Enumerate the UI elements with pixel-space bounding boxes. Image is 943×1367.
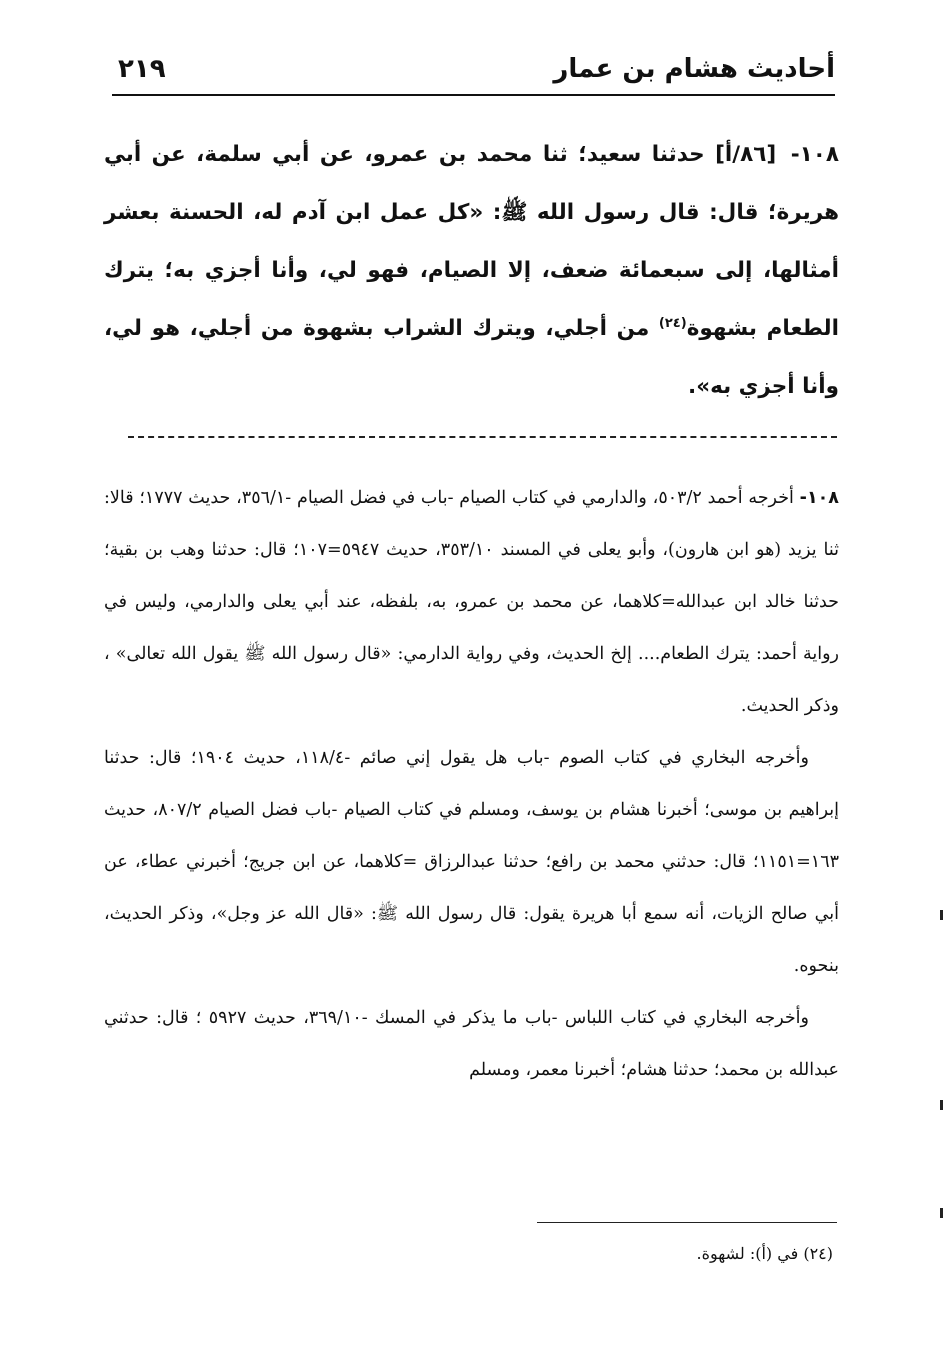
hadith-body-part1: [٨٦/أ] حدثنا سعيد؛ ثنا محمد بن عمرو، عن أبي سلمة، عن أبي هريرة؛ قال: قال رسول الله ﷺ: «كل عمل ابن آدم له، الحسنة بعشر أمثالها، إلى سبعمائة ضعف، إلا الصيام، فهو لي، وأنا أجزي به؛ يترك الطعام بشهوة <box>104 142 840 341</box>
takhrij-section <box>104 472 839 1096</box>
footnote: (٢٤) في (أ): لشهوة. <box>696 1244 833 1263</box>
dashed-separator <box>128 436 837 438</box>
takhrij-number: ١٠٨- <box>799 488 839 508</box>
takhrij-paragraph-1: أخرجه أحمد ٥٠٣/٢، والدارمي في كتاب الصيام -باب في فضل الصيام -٣٥٦/١، حديث ١٧٧٧؛ قالا: ثنا يزيد (هو ابن هارون)، وأبو يعلى في المسند ٣٥٣/١٠، حديث ٥٩٤٧=١٠٧؛ قال: حدثنا وهب بن بقية؛ حدثنا خالد ابن عبدالله=كلاهما، عن محمد بن عمرو، به، بلفظه، عند أبي يعلى والدارمي، وليس في رواية أحمد: يترك الطعام.... إلخ الحديث، وفي رواية الدارمي: «قال رسول الله ﷺ يقول الله تعالى» ، وذكر الحديث. <box>104 488 839 716</box>
book-title: أحاديث هشام بن عمار <box>553 54 835 84</box>
takhrij-paragraph-3: وأخرجه البخاري في كتاب اللباس -باب ما يذكر في المسك -٣٦٩/١٠، حديث ٥٩٢٧ ؛ قال: حدثني عبدالله بن محمد؛ حدثنا هشام؛ أخبرنا معمر، ومسلم <box>104 1008 839 1080</box>
takhrij-paragraph <box>104 472 839 732</box>
hadith-body-part2: من أجلي، ويترك الشراب بشهوة من أجلي، هو لي، وأنا أجزي به». <box>104 316 839 399</box>
hadith-number: ١٠٨- <box>790 142 839 167</box>
running-header <box>112 50 835 96</box>
footnote-reference: (٢٤) <box>658 315 687 331</box>
hadith-text <box>104 126 839 416</box>
takhrij-paragraph-2: وأخرجه البخاري في كتاب الصوم -باب هل يقول إني صائم -١١٨/٤، حديث ١٩٠٤؛ قال: حدثنا إبراهيم بن موسى؛ أخبرنا هشام بن يوسف، ومسلم في كتاب الصيام -باب فضل الصيام ٨٠٧/٢، حديث ١٦٣=١١٥١؛ قال: حدثني محمد بن رافع؛ حدثنا عبدالرزاق =كلاهما، عن ابن جريج؛ أخبرني عطاء، عن أبي صالح الزيات، أنه سمع أبا هريرة يقول: قال رسول الله ﷺ: «قال الله عز وجل»، وذكر الحديث، بنحوه. <box>104 748 839 976</box>
footnote-rule <box>537 1222 837 1223</box>
page-number: ٢١٩ <box>118 54 166 84</box>
